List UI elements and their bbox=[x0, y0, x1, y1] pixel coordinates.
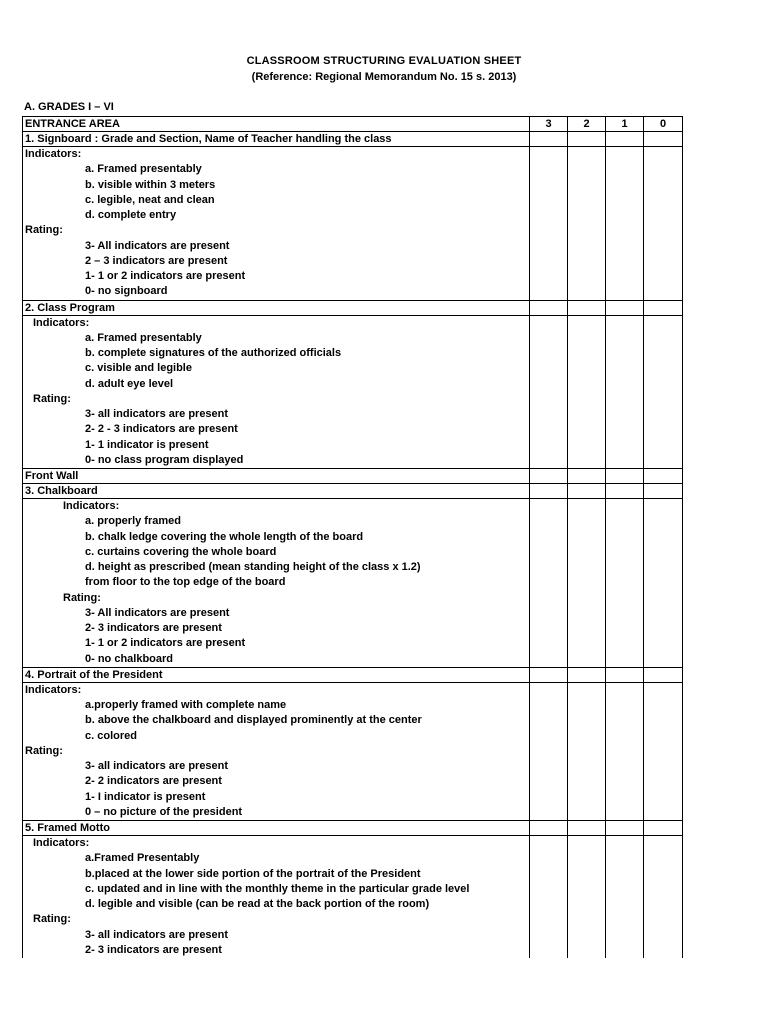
rating-text: 3- all indicators are present bbox=[85, 928, 229, 941]
score-cell[interactable] bbox=[644, 315, 683, 469]
item-detail-row bbox=[23, 682, 683, 820]
score-header-0: 0 bbox=[644, 117, 683, 132]
score-cell[interactable] bbox=[568, 469, 606, 484]
reference-subtitle: (Reference: Regional Memorandum No. 15 s. 2013) bbox=[251, 71, 517, 83]
indicator-text: c. legible, neat and clean bbox=[85, 193, 215, 206]
score-cell[interactable] bbox=[644, 499, 683, 668]
rating-text: 3- all indicators are present bbox=[85, 408, 229, 420]
item-title-row bbox=[23, 667, 683, 682]
indicator-text: c. visible and legible bbox=[85, 362, 192, 375]
score-cell[interactable] bbox=[644, 469, 683, 484]
rating-text: 3- All indicators are present bbox=[85, 239, 230, 252]
score-header-1: 1 bbox=[606, 117, 644, 132]
score-cell[interactable] bbox=[568, 147, 606, 301]
indicator-text: d. height as prescribed (mean standing height of the class x 1.2) bbox=[85, 561, 421, 573]
score-cell[interactable] bbox=[644, 300, 683, 315]
score-cell[interactable] bbox=[568, 300, 606, 315]
score-cell[interactable] bbox=[568, 821, 606, 836]
item-detail-row bbox=[23, 499, 683, 668]
item-detail-row bbox=[23, 315, 683, 469]
score-cell[interactable] bbox=[606, 469, 644, 484]
score-cell[interactable] bbox=[606, 836, 644, 959]
score-header-2: 2 bbox=[568, 117, 606, 132]
score-cell[interactable] bbox=[530, 682, 568, 820]
score-cell[interactable] bbox=[530, 836, 568, 959]
item-title: 3. Chalkboard bbox=[23, 484, 530, 499]
indicators-label: Indicators: bbox=[63, 500, 120, 512]
rating-text: 0 – no picture of the president bbox=[85, 805, 243, 818]
indicator-text: a. Framed presentably bbox=[85, 331, 202, 344]
item-detail-block bbox=[23, 499, 530, 668]
item-detail-block bbox=[23, 836, 530, 959]
item-title-row bbox=[23, 300, 683, 315]
indicator-text: a. properly framed bbox=[85, 515, 181, 528]
rating-text: 1- I indicator is present bbox=[85, 790, 206, 803]
item-title: 1. Signboard : Grade and Section, Name of Teacher handling the class bbox=[23, 132, 530, 147]
rating-text: 3- All indicators are present bbox=[85, 606, 230, 619]
rating-text: 1- 1 or 2 indicators are present bbox=[85, 270, 246, 282]
indicators-label: Indicators: bbox=[25, 148, 82, 160]
item-detail-block bbox=[23, 682, 530, 820]
score-cell[interactable] bbox=[530, 147, 568, 301]
rating-text: 2 – 3 indicators are present bbox=[85, 254, 228, 267]
rating-text: 1- 1 or 2 indicators are present bbox=[85, 637, 246, 650]
indicator-text: c. curtains covering the whole board bbox=[85, 545, 277, 558]
item-title: 4. Portrait of the President bbox=[23, 667, 530, 682]
score-cell[interactable] bbox=[530, 484, 568, 499]
page-title: CLASSROOM STRUCTURING EVALUATION SHEET bbox=[246, 55, 522, 67]
rating-text: 0- no class program displayed bbox=[85, 453, 244, 466]
score-cell[interactable] bbox=[606, 499, 644, 668]
area-label: ENTRANCE AREA bbox=[23, 117, 530, 132]
score-cell[interactable] bbox=[568, 667, 606, 682]
evaluation-table bbox=[22, 116, 683, 958]
item-detail-row bbox=[23, 836, 683, 959]
score-cell[interactable] bbox=[568, 315, 606, 469]
indicator-text: c. colored bbox=[85, 729, 137, 742]
rating-text: 0- no signboard bbox=[85, 285, 168, 298]
indicator-text: b. above the chalkboard and displayed prominently at the center bbox=[85, 714, 422, 727]
score-cell[interactable] bbox=[606, 821, 644, 836]
score-cell[interactable] bbox=[568, 682, 606, 820]
score-cell[interactable] bbox=[606, 484, 644, 499]
rating-text: 1- 1 indicator is present bbox=[85, 438, 209, 451]
indicator-text: d. complete entry bbox=[85, 209, 177, 221]
item-title: 2. Class Program bbox=[23, 300, 530, 315]
indicator-text: a.properly framed with complete name bbox=[85, 699, 287, 711]
score-cell[interactable] bbox=[568, 836, 606, 959]
score-cell[interactable] bbox=[568, 484, 606, 499]
rating-text: 2- 2 indicators are present bbox=[85, 775, 222, 788]
rating-label: Rating: bbox=[33, 392, 71, 405]
rating-label: Rating: bbox=[25, 224, 63, 237]
item-title-row bbox=[23, 484, 683, 499]
score-cell[interactable] bbox=[530, 469, 568, 484]
score-cell[interactable] bbox=[606, 315, 644, 469]
header-row bbox=[23, 117, 683, 132]
item-detail-block bbox=[23, 315, 530, 469]
score-cell[interactable] bbox=[530, 132, 568, 147]
score-cell[interactable] bbox=[644, 667, 683, 682]
indicator-text: d. adult eye level bbox=[85, 377, 174, 390]
indicator-text: a.Framed Presentably bbox=[85, 852, 200, 865]
score-cell[interactable] bbox=[606, 147, 644, 301]
score-cell[interactable] bbox=[644, 836, 683, 959]
indicator-text: from floor to the top edge of the board bbox=[85, 576, 286, 589]
rating-label: Rating: bbox=[63, 591, 101, 604]
score-cell[interactable] bbox=[606, 667, 644, 682]
front-wall-label: Front Wall bbox=[23, 469, 530, 484]
indicator-text: a. Framed presentably bbox=[85, 163, 202, 176]
score-cell[interactable] bbox=[530, 499, 568, 668]
indicators-label: Indicators: bbox=[33, 316, 90, 329]
score-cell[interactable] bbox=[644, 821, 683, 836]
item-detail-block bbox=[23, 147, 530, 301]
score-header-3: 3 bbox=[530, 117, 568, 132]
indicators-label: Indicators: bbox=[33, 837, 90, 849]
rating-text: 2- 2 - 3 indicators are present bbox=[85, 423, 238, 436]
item-title-row bbox=[23, 821, 683, 836]
score-cell[interactable] bbox=[644, 484, 683, 499]
item-title: 5. Framed Motto bbox=[23, 821, 530, 836]
indicator-text: b.placed at the lower side portion of the portrait of the President bbox=[85, 867, 421, 880]
rating-text: 3- all indicators are present bbox=[85, 760, 229, 772]
rating-text: 2- 3 indicators are present bbox=[85, 943, 222, 956]
rating-text: 2- 3 indicators are present bbox=[85, 622, 222, 634]
item-detail-row bbox=[23, 147, 683, 301]
score-cell[interactable] bbox=[606, 132, 644, 147]
score-cell[interactable] bbox=[530, 300, 568, 315]
score-cell[interactable] bbox=[606, 300, 644, 315]
score-cell[interactable] bbox=[530, 315, 568, 469]
item-title-row bbox=[23, 132, 683, 147]
front-wall-row bbox=[23, 469, 683, 484]
score-cell[interactable] bbox=[644, 132, 683, 147]
score-cell[interactable] bbox=[530, 667, 568, 682]
section-label: A. GRADES I – VI bbox=[24, 101, 114, 113]
indicator-text: b. complete signatures of the authorized officials bbox=[85, 347, 342, 359]
indicator-text: d. legible and visible (can be read at the back portion of the room) bbox=[85, 898, 430, 910]
indicator-text: b. visible within 3 meters bbox=[85, 178, 216, 191]
score-cell[interactable] bbox=[644, 682, 683, 820]
rating-label: Rating: bbox=[33, 913, 71, 926]
score-cell[interactable] bbox=[568, 132, 606, 147]
score-cell[interactable] bbox=[530, 821, 568, 836]
rating-text: 0- no chalkboard bbox=[85, 652, 174, 665]
rating-label: Rating: bbox=[25, 744, 63, 757]
indicators-label: Indicators: bbox=[25, 683, 82, 696]
indicator-text: c. updated and in line with the monthly theme in the particular grade level bbox=[85, 882, 470, 895]
score-cell[interactable] bbox=[644, 147, 683, 301]
indicator-text: b. chalk ledge covering the whole length of the board bbox=[85, 530, 364, 543]
score-cell[interactable] bbox=[606, 682, 644, 820]
score-cell[interactable] bbox=[568, 499, 606, 668]
